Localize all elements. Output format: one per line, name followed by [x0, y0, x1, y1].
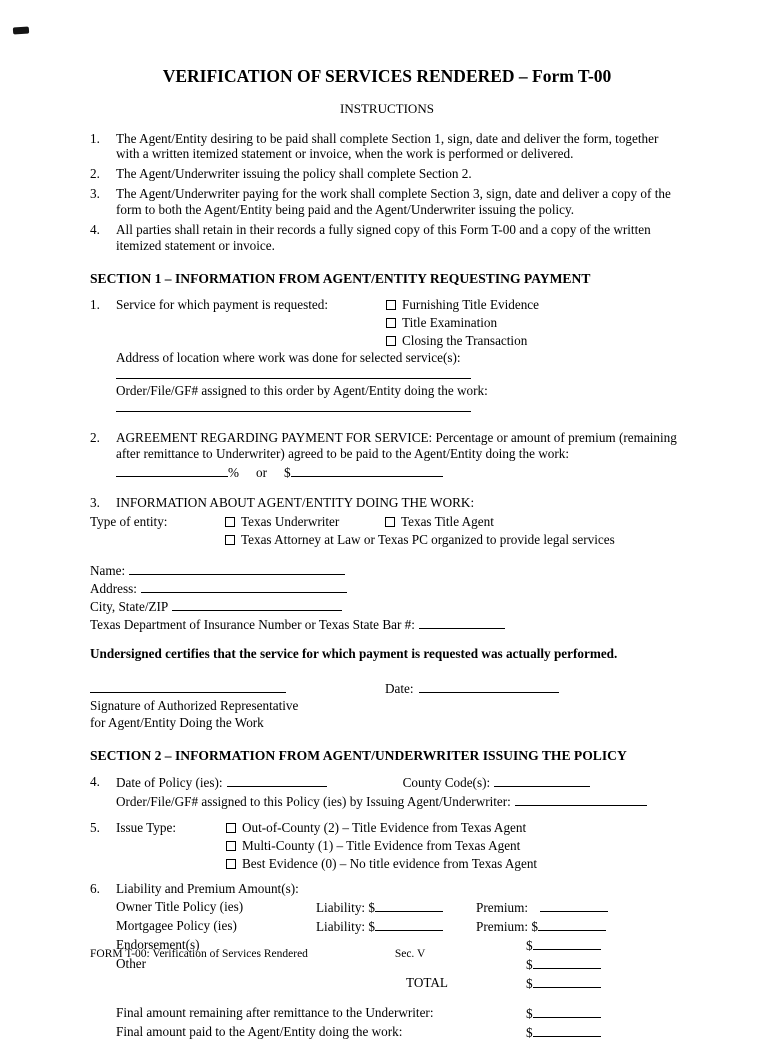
final-remittance-label: Final amount remaining after remittance to the Underwriter: [116, 1005, 434, 1021]
mortgagee-policy-row [116, 918, 684, 935]
checkbox-icon[interactable] [385, 517, 395, 527]
spacer [116, 975, 316, 992]
s1-item2-body [116, 430, 684, 481]
agreement-text: AGREEMENT REGARDING PAYMENT FOR SERVICE: Percentage or amount of premium (remaining after remittance to Underwriter) agreed to be paid to the Agent/Entity doing the work: [116, 430, 677, 461]
checkbox-icon[interactable] [386, 318, 396, 328]
dollar-amount-blank[interactable] [291, 464, 443, 477]
closing-transaction-option[interactable] [386, 333, 539, 349]
dollar-sign: $ [526, 956, 533, 972]
name-field-row [90, 562, 684, 579]
checkbox-icon[interactable] [386, 300, 396, 310]
s2-item5-body [116, 820, 684, 874]
policy-order-row [116, 793, 684, 810]
amount-cell [526, 1005, 601, 1022]
work-address-label: Address of location where work was done for selected service(s): [116, 350, 461, 366]
entity-type-row2 [225, 532, 684, 548]
checkbox-icon[interactable] [226, 859, 236, 869]
service-label: Service for which payment is requested: [116, 296, 329, 312]
instruction-item [90, 166, 684, 182]
total-label: TOTAL [406, 974, 448, 990]
amount-cell [476, 956, 684, 973]
order-number-line [116, 399, 684, 416]
signature-caption-2: for Agent/Entity Doing the Work [90, 715, 264, 730]
texas-underwriter-option[interactable] [225, 514, 385, 530]
signature-blank[interactable] [90, 680, 286, 693]
mortgagee-premium-blank[interactable] [538, 918, 606, 931]
name-blank[interactable] [129, 562, 345, 575]
address-field-row [90, 580, 684, 597]
name-label: Name: [90, 563, 126, 579]
texas-attorney-option[interactable] [225, 532, 615, 547]
owner-policy-row [116, 899, 684, 916]
date-blank[interactable] [419, 680, 559, 693]
dollar-sign: $ [526, 1025, 533, 1041]
s2-item6 [90, 881, 684, 897]
checkbox-icon[interactable] [226, 823, 236, 833]
checkbox-icon[interactable] [225, 517, 235, 527]
policy-order-label: Order/File/GF# assigned to this Policy (ies) by Issuing Agent/Underwriter: [116, 794, 511, 809]
city-state-zip-row [90, 598, 684, 615]
instructions-list [90, 131, 684, 254]
entity-type-row [90, 514, 684, 530]
order-number-blank[interactable] [116, 399, 471, 412]
owner-liability-blank[interactable] [375, 899, 443, 912]
item-number: 5. [90, 819, 100, 835]
texas-title-agent-option[interactable] [385, 514, 494, 530]
or-text: or [256, 464, 267, 480]
other-amount-blank[interactable] [533, 956, 601, 969]
amount-cell [476, 937, 684, 954]
policy-date-row [116, 774, 684, 791]
checkbox-icon[interactable] [226, 841, 236, 851]
checkbox-label: Furnishing Title Evidence [402, 296, 540, 312]
item-number: 2. [90, 430, 100, 446]
total-row [116, 975, 684, 992]
instruction-item [90, 131, 684, 163]
premium-label: Premium: $ [476, 919, 538, 935]
date-of-policy-label: Date of Policy (ies): [116, 775, 223, 791]
type-of-entity-label: Type of entity: [90, 514, 168, 530]
footer-section-ref: Sec. V [394, 948, 426, 960]
item-number: 6. [90, 881, 100, 897]
service-row [116, 297, 684, 351]
liability-label: Liability: $ [316, 900, 375, 916]
item-number: 1. [90, 296, 100, 312]
total-amount-blank[interactable] [533, 975, 601, 988]
certification-text: Undersigned certifies that the service for which payment is requested was actually performed. [90, 646, 618, 662]
s1-item3 [90, 495, 684, 511]
section2-heading: SECTION 2 – INFORMATION FROM AGENT/UNDERWRITER ISSUING THE POLICY [90, 747, 627, 763]
issue-type-label: Issue Type: [116, 819, 176, 835]
premium-cell [476, 918, 684, 935]
instruction-number: 3. [90, 186, 100, 202]
work-address-blank[interactable] [116, 366, 471, 379]
final-remittance-row [116, 1005, 684, 1022]
county-code-label: County Code(s): [402, 775, 491, 791]
instruction-number: 4. [90, 221, 100, 237]
policy-name: Mortgagee Policy (ies) [116, 918, 237, 934]
policy-name: Other [116, 955, 147, 971]
premium-label: Premium: [476, 900, 529, 916]
checkbox-icon[interactable] [225, 535, 235, 545]
final-paid-row [116, 1024, 684, 1041]
address-label: Address: [90, 580, 137, 596]
instruction-text: All parties shall retain in their records a fully signed copy of this Form T-00 and a copy of the written itemized statement or invoice. [116, 221, 651, 253]
footer-form-id: FORM T-00: Verification of Services Rendered [90, 948, 308, 960]
checkbox-icon[interactable] [386, 336, 396, 346]
policy-name: Endorsement(s) [116, 936, 200, 952]
policy-order-blank[interactable] [515, 793, 647, 806]
tdi-number-row [90, 616, 684, 633]
final-paid-label: Final amount paid to the Agent/Entity doing the work: [116, 1024, 403, 1040]
item-number: 4. [90, 774, 100, 790]
instruction-number: 2. [90, 166, 100, 182]
section1-heading: SECTION 1 – INFORMATION FROM AGENT/ENTITY REQUESTING PAYMENT [90, 270, 591, 286]
policy-name: Owner Title Policy (ies) [116, 899, 244, 915]
date-label: Date: [385, 681, 414, 697]
dollar-sign: $ [526, 937, 533, 953]
checkbox-label: Closing the Transaction [402, 332, 528, 348]
address-blank[interactable] [141, 580, 347, 593]
premium-cell [476, 899, 684, 916]
percent-sign: % [228, 464, 239, 480]
instruction-item [90, 222, 684, 254]
mortgagee-liability-blank[interactable] [375, 918, 443, 931]
best-evidence-option[interactable] [226, 856, 537, 872]
issue-type-checkbox-group [226, 820, 537, 874]
order-number-label: Order/File/GF# assigned to this order by Agent/Entity doing the work: [116, 383, 488, 399]
checkbox-label: Multi-County (1) – Title Evidence from Texas Agent [242, 837, 521, 853]
signature-row [90, 680, 684, 697]
instruction-item [90, 186, 684, 218]
s1-item1-body [116, 297, 684, 416]
amount-table [116, 899, 684, 991]
page-footer [90, 948, 425, 962]
multi-county-option[interactable] [226, 838, 537, 854]
liability-label: Liability: $ [316, 919, 375, 935]
item-number: 3. [90, 494, 100, 510]
checkbox-label: Texas Title Agent [401, 514, 494, 530]
liability-premium-label: Liability and Premium Amount(s): [116, 881, 299, 897]
checkbox-label: Title Examination [402, 314, 498, 330]
liability-cell [316, 899, 476, 916]
county-code-blank[interactable] [494, 774, 590, 787]
payment-amount-row [116, 464, 684, 481]
signature-caption-1: Signature of Authorized Representative [90, 698, 299, 714]
checkbox-label: Texas Underwriter [241, 514, 340, 530]
checkbox-label: Out-of-County (2) – Title Evidence from Texas Agent [242, 819, 527, 835]
work-address-line [116, 366, 684, 383]
furnishing-title-evidence-option[interactable] [386, 297, 539, 313]
final-remittance-blank[interactable] [533, 1005, 601, 1018]
s1-item2 [90, 430, 684, 481]
instructions-heading: INSTRUCTIONS [340, 101, 434, 116]
owner-premium-blank[interactable] [540, 899, 608, 912]
tdi-number-blank[interactable] [419, 616, 505, 629]
instruction-text: The Agent/Underwriter issuing the policy shall complete Section 2. [116, 166, 472, 182]
s2-item4-body [116, 774, 684, 812]
out-of-county-option[interactable] [226, 820, 537, 836]
dollar-sign: $ [526, 1006, 533, 1022]
instruction-text: The Agent/Entity desiring to be paid shall complete Section 1, sign, date and deliver the form, together with a written itemized statement or invoice, when the work is performed or delivered. [116, 130, 659, 162]
percentage-blank[interactable] [116, 464, 228, 477]
s2-item4 [90, 774, 684, 812]
checkbox-label: Texas Attorney at Law or Texas PC organized to provide legal services [241, 532, 615, 548]
scan-artifact [13, 26, 29, 34]
agent-info-heading: INFORMATION ABOUT AGENT/ENTITY DOING THE WORK: [116, 494, 475, 510]
checkbox-label: Best Evidence (0) – No title evidence from Texas Agent [242, 855, 538, 871]
amount-cell [476, 975, 684, 992]
s2-item5 [90, 820, 684, 874]
form-title: VERIFICATION OF SERVICES RENDERED – Form T-00 [162, 66, 612, 86]
title-examination-option[interactable] [386, 315, 539, 331]
instruction-text: The Agent/Underwriter paying for the work shall complete Section 3, sign, date and deliver a copy of the form to both the Agent/Entity being paid and the Agent/Underwriter issuing the policy. [116, 186, 671, 217]
city-state-zip-label: City, State/ZIP [90, 598, 169, 614]
service-checkbox-group [386, 297, 539, 351]
dollar-sign: $ [284, 464, 291, 480]
final-paid-blank[interactable] [533, 1024, 601, 1037]
dollar-sign: $ [526, 975, 533, 991]
date-part [385, 681, 559, 696]
s1-item1 [90, 297, 684, 416]
tdi-number-label: Texas Department of Insurance Number or Texas State Bar #: [90, 616, 415, 632]
endorsement-amount-blank[interactable] [533, 937, 601, 950]
liability-cell [316, 918, 476, 935]
instruction-number: 1. [90, 130, 100, 146]
policy-date-blank[interactable] [227, 774, 327, 787]
city-state-zip-blank[interactable] [172, 598, 342, 611]
amount-cell [526, 1024, 601, 1041]
